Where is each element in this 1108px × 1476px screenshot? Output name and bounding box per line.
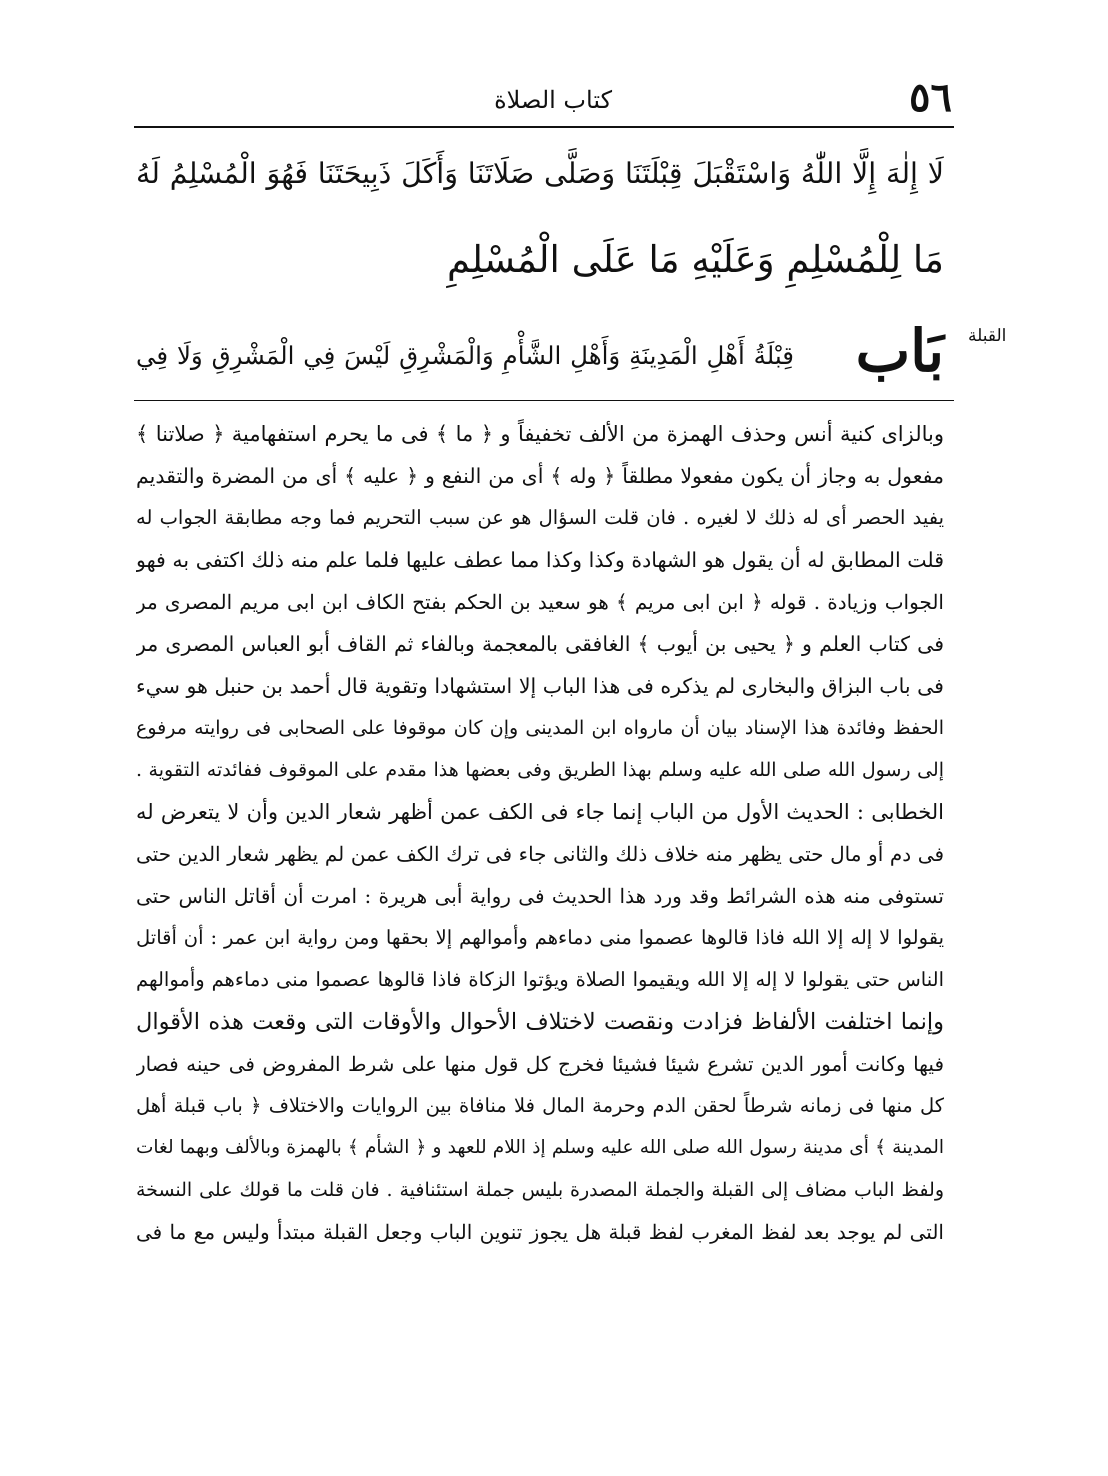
- commentary-line: الناس حتى يقولوا لا إله إلا الله ويقيموا الصلاة ويؤتوا الزكاة فاذا قالوها عصموا منى دماءهم وأموالهم: [136, 968, 944, 991]
- commentary-line: التى لم يوجد بعد لفظ المغرب لفظ قبلة هل يجوز تنوين الباب وجعل القبلة مبتدأ وليس مع ما فى: [136, 1220, 944, 1244]
- commentary-line: إلى رسول الله صلى الله عليه وسلم بهذا الطريق وفى بعضها هذا مقدم على الموقوف ففائدته التقوية .: [136, 759, 944, 781]
- commentary-line: ولفظ الباب مضاف إلى القبلة والجملة المصدرة بليس جملة استئنافية . فان قلت ما قولك على النسخة: [136, 1179, 944, 1201]
- commentary-line: المدينة ﴾ أى مدينة رسول الله صلى الله عليه وسلم إذ اللام للعهد و ﴿ الشأم ﴾ بالهمزة وبالألف وبهما لغات: [136, 1137, 944, 1158]
- commentary-line: قلت المطابق له أن يقول هو الشهادة وكذا وكذا مما عطف عليها فلما علم منه ذلك اكتفى به فهو: [136, 548, 944, 572]
- header-rule: [134, 126, 954, 128]
- page-header: [132, 74, 952, 122]
- page-number: ٥٦: [909, 74, 952, 121]
- commentary-line: وبالزاى كنية أنس وحذف الهمزة من الألف تخفيفاً و ﴿ ما ﴾ فى ما يحرم استفهامية ﴿ صلاتنا ﴾: [136, 422, 944, 446]
- commentary-line: فيها وكانت أمور الدين تشرع شيئا فشيئا فخرج كل قول منها على شرط المفروض فى حينه فصار: [136, 1052, 944, 1076]
- bab-heading: [136, 317, 944, 390]
- commentary-line: الخطابى : الحديث الأول من الباب إنما جاء فى الكف عمن أظهر شعار الدين وأن لا يتعرض له: [136, 800, 944, 824]
- commentary-line: فى باب البزاق والبخارى لم يذكره فى هذا الباب إلا استشهادا وتقوية قال أحمد بن حنبل هو سيء: [136, 674, 944, 698]
- commentary-line: يفيد الحصر أى له ذلك لا لغيره . فان قلت السؤال هو عن سبب التحريم فما وجه مطابقة الجواب له: [136, 506, 944, 529]
- running-title: كتاب الصلاة: [494, 86, 612, 114]
- commentary-line: يقولوا لا إله إلا الله فاذا قالوها عصموا منى دماءهم وأموالهم إلا بحقها ومن رواية ابن عمر : أن أقاتل: [136, 926, 944, 949]
- commentary-line: فى كتاب العلم و ﴿ يحيى بن أيوب ﴾ الغافقى بالمعجمة وبالفاء ثم القاف أبو العباس المصرى مر: [136, 632, 944, 656]
- commentary-line: تستوفى منه هذه الشرائط وقد ورد هذا الحديث فى رواية أبى هريرة : امرت أن أقاتل الناس حتى: [136, 884, 944, 908]
- commentary-rule: [134, 400, 954, 401]
- commentary-line: مفعول به وجاز أن يكون مفعولا مطلقاً ﴿ وله ﴾ أى من النفع و ﴿ عليه ﴾ أى من المضرة والتقديم: [136, 464, 944, 488]
- commentary-line: الحفظ وفائدة هذا الإسناد بيان أن مارواه ابن المدينى وإن كان موقوفا على الصحابى فى روايته مرفوع: [136, 717, 944, 739]
- hadith-line-2: مَا لِلْمُسْلِمِ وَعَلَيْهِ مَا عَلَى الْمُسْلِمِ: [447, 238, 944, 281]
- commentary-line: الجواب وزيادة . قوله ﴿ ابن ابى مريم ﴾ هو سعيد بن الحكم بفتح الكاف ابن ابى مريم المصرى مر: [136, 590, 944, 614]
- bab-word: بَاب: [855, 317, 944, 385]
- commentary-line: وإنما اختلفت الألفاظ فزادت ونقصت لاختلاف الأحوال والأوقات التى وقعت هذه الأقوال: [136, 1009, 944, 1035]
- bab-title-text: قِبْلَةُ أَهْلِ الْمَدِينَةِ وَأَهْلِ الشَّأْمِ وَالْمَشْرِقِ لَيْسَ فِي الْمَشْرِقِ وَلَا فِي: [136, 341, 794, 370]
- hadith-line-1: لَا إِلٰهَ إِلَّا اللّٰهُ وَاسْتَقْبَلَ قِبْلَتَنَا وَصَلَّى صَلَاتَنَا وَأَكَلَ ذَبِيحَتَنَا فَهُوَ الْمُسْلِمُ لَهُ: [136, 157, 944, 190]
- margin-note: القبلة: [968, 326, 1007, 346]
- commentary-line: فى دم أو مال حتى يظهر منه خلاف ذلك والثانى جاء فى ترك الكف عمن لم يظهر شعار الدين حتى: [136, 842, 944, 866]
- commentary-line: كل منها فى زمانه شرطاً لحقن الدم وحرمة المال فلا منافاة بين الروايات والاختلاف ﴿ باب قبلة أهل: [136, 1094, 944, 1117]
